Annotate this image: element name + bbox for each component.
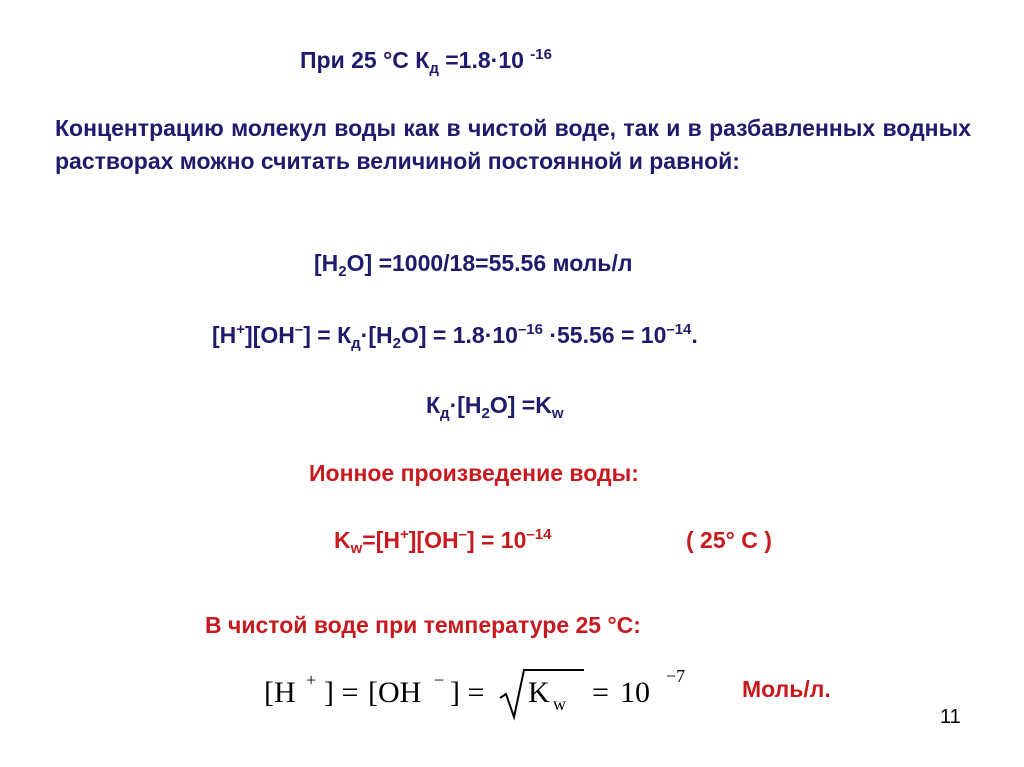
ionic-product-heading: Ионное произведение воды: [309, 460, 639, 486]
water-concentration-paragraph: Концентрацию молекул воды как в чистой воде, так и в разбавленных водных растворах можно считать величиной постоянной и равной: [55, 115, 971, 174]
formula-w-sub: w [553, 694, 566, 714]
final-unit-label: Моль/л. [742, 676, 831, 702]
formula-oh-open: [OH [368, 676, 422, 709]
formula-h-close: ] = [324, 676, 359, 709]
formula-oh-close: ] = [450, 676, 485, 709]
temperature-condition: ( 25° С ) [686, 527, 772, 553]
concentration-formula [262, 662, 722, 722]
formula-minus: − [434, 670, 445, 690]
formula-ten: 10 [620, 676, 650, 709]
dissociation-constant-line: При 25 °С $К_д =1.8\cdot 10$ $^{-16}$ [300, 46, 552, 77]
formula-k: K [528, 676, 550, 709]
kw-value-equation: $K_w=[H^+][OH^-] = 10^{-14}$ [334, 526, 552, 557]
formula-plus: + [306, 670, 317, 690]
formula-h-open: [H [264, 676, 296, 709]
pure-water-heading: В чистой воде при температуре 25 °С: [205, 612, 641, 638]
kw-definition-equation: $К_д\cdot[H_2O] =K_w$ [426, 392, 564, 422]
formula-equals: = [592, 676, 609, 709]
water-concentration-equation: $[H_2O] =1000/18=55.56$ моль/л [314, 250, 633, 280]
ion-product-derivation-equation: $[H^+][OH^-] = К_д\cdot[H_2O] = 1.8\cdot 10^{-16} \cdot 55.56 = 10^{-14}$. [212, 321, 698, 352]
formula-exponent: −7 [666, 666, 686, 686]
page-number: 11 [940, 706, 961, 728]
